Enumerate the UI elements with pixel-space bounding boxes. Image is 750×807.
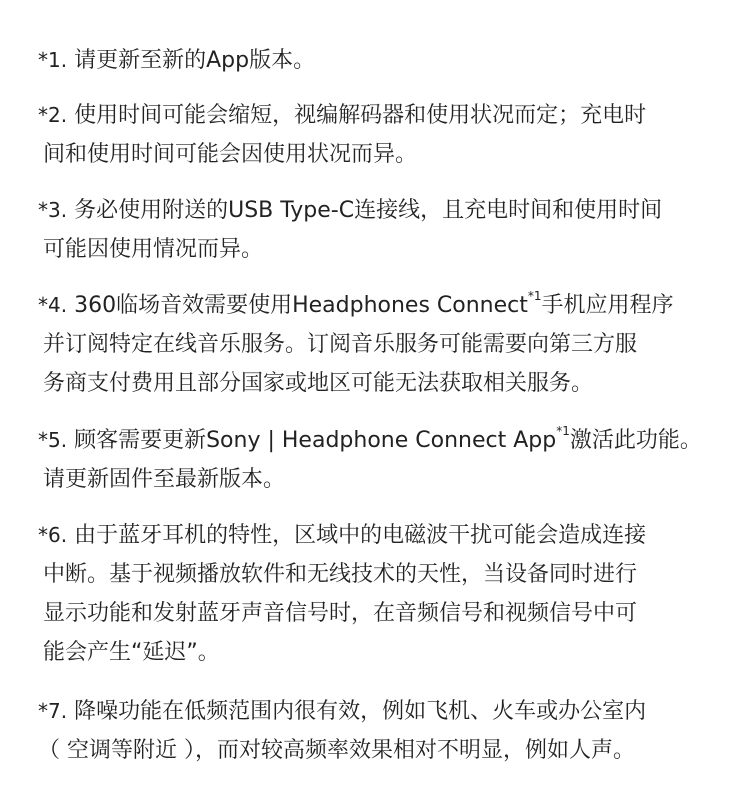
- footnote-line: 务商支付费用且部分国家或地区可能无法获取相关服务。: [43, 371, 594, 396]
- footnote-reference: *1: [527, 289, 542, 303]
- footnote-1: [38, 41, 708, 80]
- footnote-line: [38, 516, 708, 555]
- footnote-marker: *7.: [38, 699, 68, 723]
- footnote-text: 激活此功能。: [569, 428, 702, 453]
- footnote-marker: *2.: [38, 103, 68, 127]
- footnote-line: 间和使用时间可能会因使用状况而异。: [43, 142, 418, 167]
- footnote-reference: *1: [556, 424, 570, 438]
- footnote-text: 顾客需要更新Sony | Headphone Connect App: [74, 428, 557, 453]
- footnote-line: 显示功能和发射蓝牙声音信号时，在音频信号和视频信号中可: [43, 601, 638, 626]
- footnote-line: 请更新固件至最新版本。: [43, 467, 286, 492]
- footnote-line: [38, 96, 708, 135]
- footnote-text: 由于蓝牙耳机的特性，区域中的电磁波干扰可能会造成连接: [74, 523, 647, 548]
- footnote-marker: *3.: [38, 198, 68, 222]
- footnote-7: [38, 692, 708, 770]
- footnote-4: [38, 286, 708, 403]
- footnote-marker: *5.: [38, 428, 68, 452]
- footnote-line: [38, 421, 708, 460]
- footnote-5: [38, 421, 708, 499]
- footnote-text: 360临场音效需要使用Headphones Connect: [74, 293, 528, 318]
- footnote-text: 手机应用程序: [541, 293, 674, 318]
- footnote-text: 请更新至新的App版本。: [74, 48, 316, 73]
- footnote-text: 使用时间可能会缩短，视编解码器和使用状况而定；充电时: [74, 103, 647, 128]
- footnote-marker: *6.: [38, 523, 68, 547]
- footnote-line: [38, 191, 708, 230]
- footnote-line: （ 空调等附近 ），而对较高频率效果相对不明显，例如人声。: [38, 738, 635, 763]
- footnote-line: 中断。基于视频播放软件和无线技术的天性，当设备同时进行: [43, 562, 638, 587]
- footnote-line: 并订阅特定在线音乐服务。订阅音乐服务可能需要向第三方服: [43, 332, 638, 357]
- footnote-marker: *1.: [38, 48, 68, 72]
- footnote-3: [38, 191, 708, 269]
- footnote-line: [38, 692, 708, 731]
- footnote-line: [38, 286, 708, 325]
- footnote-6: [38, 516, 708, 672]
- footnote-line: [38, 41, 708, 80]
- footnote-text: 务必使用附送的USB Type-C连接线，且充电时间和使用时间: [74, 198, 663, 223]
- footnote-text: 降噪功能在低频范围内很有效，例如飞机、火车或办公室内: [74, 699, 647, 724]
- footnote-2: [38, 96, 708, 174]
- footnote-line: 可能因使用情况而异。: [43, 237, 264, 262]
- footnote-line: 能会产生“延迟”。: [43, 640, 220, 665]
- footnote-marker: *4.: [38, 293, 68, 317]
